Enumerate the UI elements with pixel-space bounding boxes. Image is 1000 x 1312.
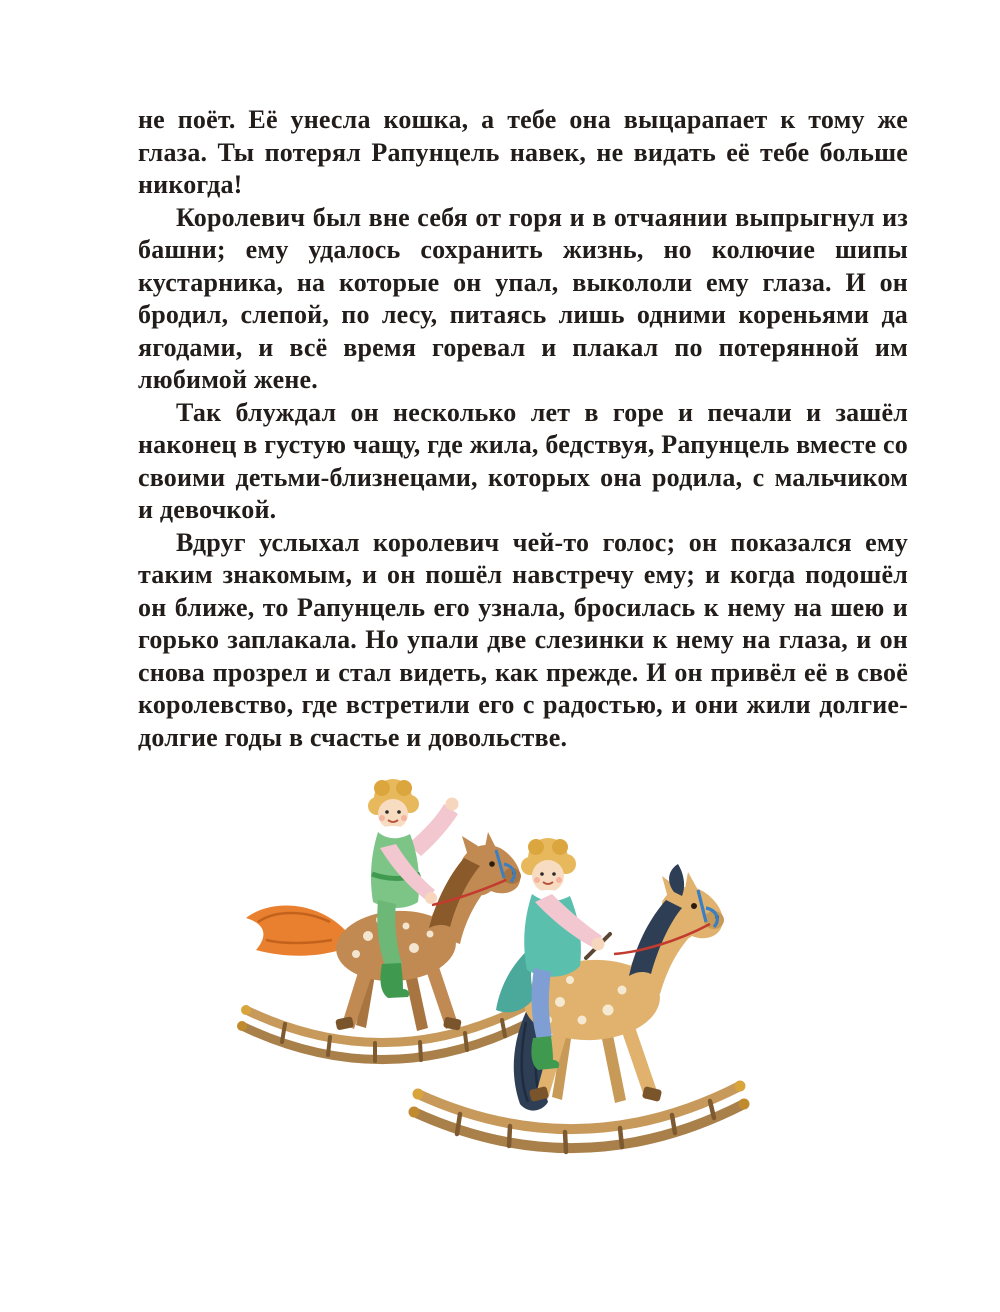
paragraph: Вдруг услыхал королевич чей-то голос; он показался ему таким знакомым, и он пошёл навстречу ему; и когда подошёл он ближе, то Рапунцель его узнала, бросилась к нему на шею и горько заплакала. Но упали две слезинки к нему на глаза, и он снова прозрел и стал видеть, как прежде. И он привёл её в своё королевство, где встретили его с радостью, и они жили долгие-долгие годы в счастье и довольстве. — [138, 527, 908, 752]
paragraph: не поёт. Её унесла кошка, а тебе она выцарапает к тому же глаза. Ты потерял Рапунцель навек, не видать её тебе больше никогда! — [138, 105, 908, 199]
text-block — [138, 104, 908, 754]
paragraph: Так блуждал он несколько лет в горе и печали и зашёл наконец в густую чащу, где жила, бедствуя, Рапунцель вместе со своими детьми-близнецами, которых она родила, с мальчиком и девочкой. — [138, 397, 908, 524]
illustration-rocking-horses — [230, 752, 750, 1172]
paragraph: Королевич был вне себя от горя и в отчаянии выпрыгнул из башни; ему удалось сохранить жизнь, но колючие шипы кустарника, на которые он упал, выкололи ему глаза. И он бродил, слепой, по лесу, питаясь лишь одними кореньями да ягодами, и всё время горевал и плакал по потерянной им любимой жене. — [138, 202, 908, 394]
rocking-horses-drawing — [230, 752, 750, 1172]
